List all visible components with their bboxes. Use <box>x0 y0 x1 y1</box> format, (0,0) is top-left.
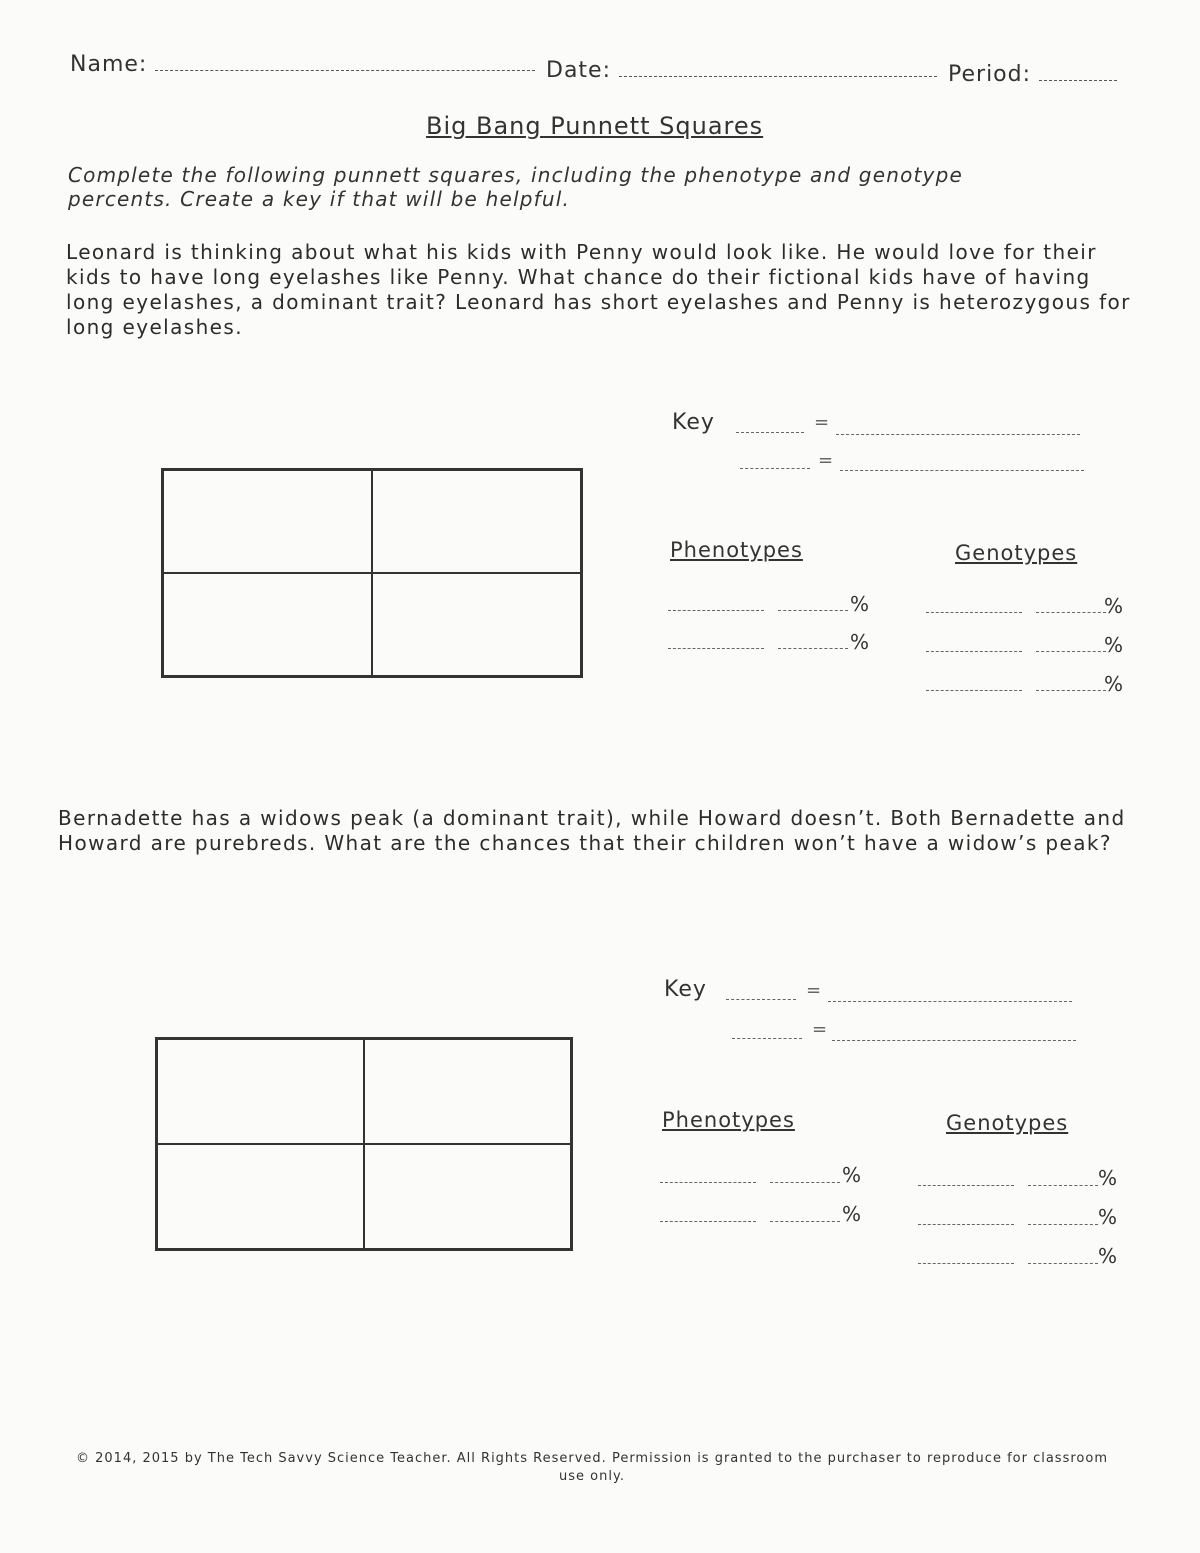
punnett-cell[interactable] <box>364 1144 571 1249</box>
punnett-cell[interactable] <box>163 470 372 573</box>
equals-sign: = <box>812 1019 828 1040</box>
punnett-cell[interactable] <box>364 1039 571 1144</box>
period-field <box>948 62 1117 87</box>
problem-2-text: Bernadette has a widows peak (a dominant trait), while Howard doesn’t. Both Bernadette and Howard are purebreds. What are the chances that their children won’t have a widow’s peak? <box>58 806 1126 855</box>
instructions: Complete the following punnett squares, including the phenotype and genotype percents. Create a key if that will be helpful. <box>68 163 963 211</box>
genotype-name-blank[interactable] <box>918 1185 1014 1186</box>
name-blank[interactable] <box>155 70 535 71</box>
punnett-square-2 <box>155 1037 573 1251</box>
percent-sign: % <box>842 1202 862 1226</box>
genotype-name-blank[interactable] <box>926 651 1022 652</box>
phenotype-name-blank[interactable] <box>660 1221 756 1222</box>
genotype-name-blank[interactable] <box>926 690 1022 691</box>
genotype-name-blank[interactable] <box>918 1263 1014 1264</box>
phenotype-percent-blank[interactable] <box>778 610 848 611</box>
equals-sign: = <box>814 412 830 433</box>
equals-sign: = <box>818 450 834 471</box>
punnett-cell[interactable] <box>157 1039 364 1144</box>
genotype-percent-blank[interactable] <box>1028 1224 1098 1225</box>
phenotypes-heading-1: Phenotypes <box>670 538 803 562</box>
date-blank[interactable] <box>619 76 937 77</box>
period-label: Period: <box>948 62 1032 87</box>
period-blank[interactable] <box>1039 80 1117 81</box>
percent-sign: % <box>1104 633 1124 657</box>
phenotype-name-blank[interactable] <box>668 648 764 649</box>
date-field <box>546 58 937 83</box>
percent-sign: % <box>1098 1244 1118 1268</box>
phenotype-percent-blank[interactable] <box>778 648 848 649</box>
copyright-footer: © 2014, 2015 by The Tech Savvy Science Teacher. All Rights Reserved. Permission is granted to the purchaser to reproduce for classroom use only. <box>76 1451 1108 1484</box>
phenotypes-heading-2: Phenotypes <box>662 1108 795 1132</box>
genotype-percent-blank[interactable] <box>1028 1263 1098 1264</box>
key-meaning-blank[interactable] <box>840 470 1084 471</box>
key-symbol-blank[interactable] <box>736 432 804 433</box>
key-label-2: Key <box>664 977 707 1002</box>
punnett-cell[interactable] <box>372 470 581 573</box>
equals-sign: = <box>806 980 822 1001</box>
problem-1-text: Leonard is thinking about what his kids with Penny would look like. He would love for their kids to have long eyelashes like Penny. What chance do their fictional kids have of having long eyelashes, a dominant trait? Leonard has short eyelashes and Penny is heterozygous for long eyelashes. <box>66 240 1131 339</box>
name-field <box>70 52 535 77</box>
punnett-cell[interactable] <box>157 1144 364 1249</box>
name-label: Name: <box>70 52 148 77</box>
genotype-percent-blank[interactable] <box>1036 612 1106 613</box>
key-symbol-blank[interactable] <box>726 999 796 1000</box>
key-label-1: Key <box>672 410 715 435</box>
date-label: Date: <box>546 58 611 83</box>
punnett-cell[interactable] <box>163 573 372 676</box>
percent-sign: % <box>1104 672 1124 696</box>
percent-sign: % <box>1098 1166 1118 1190</box>
key-meaning-blank[interactable] <box>832 1040 1076 1041</box>
genotype-percent-blank[interactable] <box>1036 690 1106 691</box>
percent-sign: % <box>850 630 870 654</box>
phenotype-name-blank[interactable] <box>660 1182 756 1183</box>
page-title: Big Bang Punnett Squares <box>426 112 764 140</box>
genotypes-heading-1: Genotypes <box>955 541 1078 565</box>
key-meaning-blank[interactable] <box>828 1001 1072 1002</box>
phenotype-percent-blank[interactable] <box>770 1182 840 1183</box>
key-symbol-blank[interactable] <box>732 1038 802 1039</box>
genotype-percent-blank[interactable] <box>1036 651 1106 652</box>
percent-sign: % <box>850 592 870 616</box>
punnett-square-1 <box>161 468 583 678</box>
percent-sign: % <box>1104 594 1124 618</box>
phenotype-name-blank[interactable] <box>668 610 764 611</box>
genotype-name-blank[interactable] <box>926 612 1022 613</box>
percent-sign: % <box>842 1163 862 1187</box>
punnett-cell[interactable] <box>372 573 581 676</box>
genotype-name-blank[interactable] <box>918 1224 1014 1225</box>
percent-sign: % <box>1098 1205 1118 1229</box>
genotypes-heading-2: Genotypes <box>946 1111 1069 1135</box>
phenotype-percent-blank[interactable] <box>770 1221 840 1222</box>
key-symbol-blank[interactable] <box>740 468 810 469</box>
genotype-percent-blank[interactable] <box>1028 1185 1098 1186</box>
key-meaning-blank[interactable] <box>836 434 1080 435</box>
